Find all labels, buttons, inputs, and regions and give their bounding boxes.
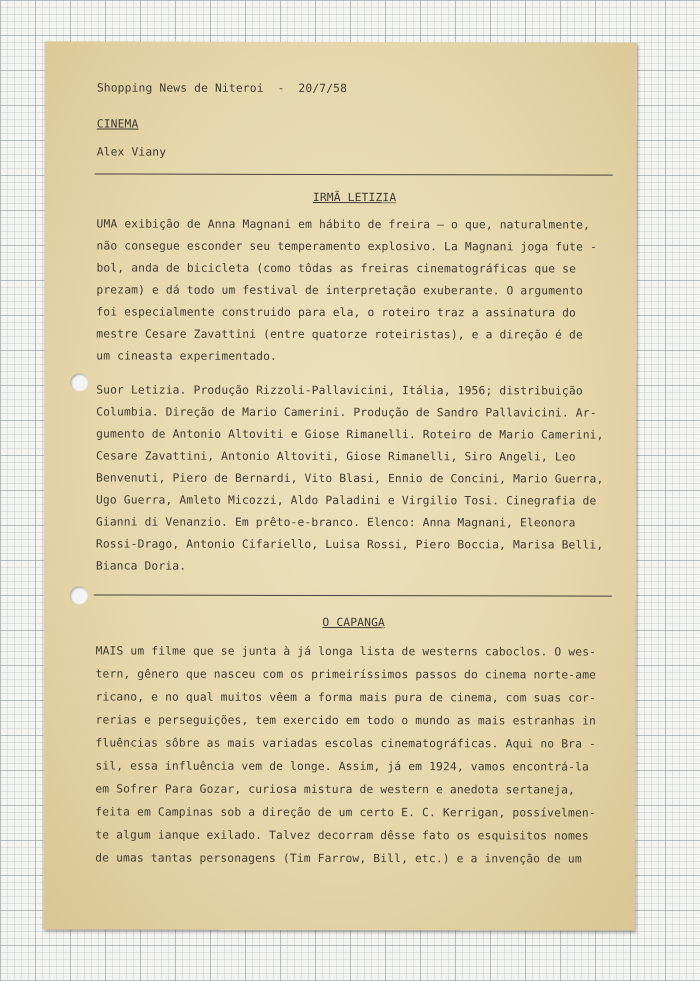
text-line: Bianca Doria.	[95, 559, 187, 573]
text-line: em Sofrer Para Gozar, curiosa mistura de western e anedota sertaneja,	[95, 782, 576, 797]
section-heading: CINEMA	[96, 117, 139, 131]
text-line: Gianni di Venanzio. Em prêto-e-branco. Elenco: Anna Magnani, Eleonora	[95, 515, 576, 530]
text-line: Suor Letizia. Produção Rizzoli-Pallavicini, Itália, 1956; distribuição	[96, 383, 583, 398]
text-line: mestre Cesare Zavattini (entre quatorze roteiristas), e a direção é de	[96, 327, 583, 342]
text-line: gumento de Antonio Altoviti e Giose Rimanelli. Roteiro de Mario Camerini,	[96, 427, 604, 442]
typewritten-page	[43, 41, 637, 930]
text-line: Cesare Zavattini, Antonio Altoviti, Giose Rimanelli, Siro Angeli, Leo	[96, 449, 576, 464]
text-line: sil, essa influência vem de longe. Assim, já em 1924, vamos encontrá-la	[95, 759, 589, 774]
text-line: prezam) e dá todo um festival de interpretação exuberante. O argumento	[96, 283, 584, 298]
text-line: fluências sôbre as mais variadas escolas cinematográficas. Aqui no Bra -	[95, 736, 596, 751]
text-line: Ugo Guerra, Amleto Micozzi, Aldo Paladini e Virgilio Tosi. Cinegrafia de	[95, 493, 597, 508]
text-line: UMA exibição de Anna Magnani em hábito de freira — o que, naturalmente,	[96, 217, 591, 232]
text-line: rerias e perseguições, tem exercido em todo o mundo as mais estranhas in	[95, 713, 597, 728]
divider	[94, 594, 612, 596]
text-line: não consegue esconder seu temperamento explosivo. La Magnani joga fute -	[96, 239, 598, 254]
text-line: um cineasta experimentado.	[96, 349, 278, 363]
text-line: te algum ianque exilado. Talvez decorram dêsse fato os esquisitos nomes	[95, 828, 589, 843]
text-line: Benvenuti, Piero de Bernardi, Vito Blasi, Ennio de Concini, Mario Guerra,	[96, 471, 604, 486]
text-line: Rossi-Drago, Antonio Cifariello, Luisa Rossi, Piero Boccia, Marisa Belli,	[95, 537, 604, 552]
text-line: foi especialmente construido para ela, o roteiro traz a assinatura do	[96, 305, 577, 320]
text-line: Columbia. Direção de Mario Camerini. Produção de Sandro Pallavicini. Ar-	[96, 405, 597, 420]
text-line: bol, anda de bicicleta (como tôdas as freiras cinematográficas que se	[96, 261, 577, 276]
review-title: O CAPANGA	[322, 615, 386, 630]
text-line: MAIS um filme que se junta à já longa lista de westerns caboclos. O wes-	[95, 644, 597, 659]
text-line: ricano, e no qual muitos vêem a forma mais pura de cinema, com suas cor-	[95, 690, 597, 705]
review-title: IRMÃ LETIZIA	[312, 190, 397, 205]
publication-line: Shopping News de Niteroi - 20/7/58	[96, 81, 348, 96]
author-name: Alex Viany	[96, 145, 167, 159]
punch-hole	[70, 373, 88, 391]
punch-hole	[70, 586, 88, 604]
text-line: de umas tantas personagens (Tim Farrow, Bill, etc.) e a invenção de um	[95, 851, 582, 866]
text-line: feita em Campinas sob a direção de um certo E. C. Kerrigan, possívelmen-	[95, 805, 596, 820]
text-line: tern, gênero que nasceu com os primeiríssimos passos do cinema norte-ame	[95, 667, 597, 682]
divider	[95, 173, 613, 175]
